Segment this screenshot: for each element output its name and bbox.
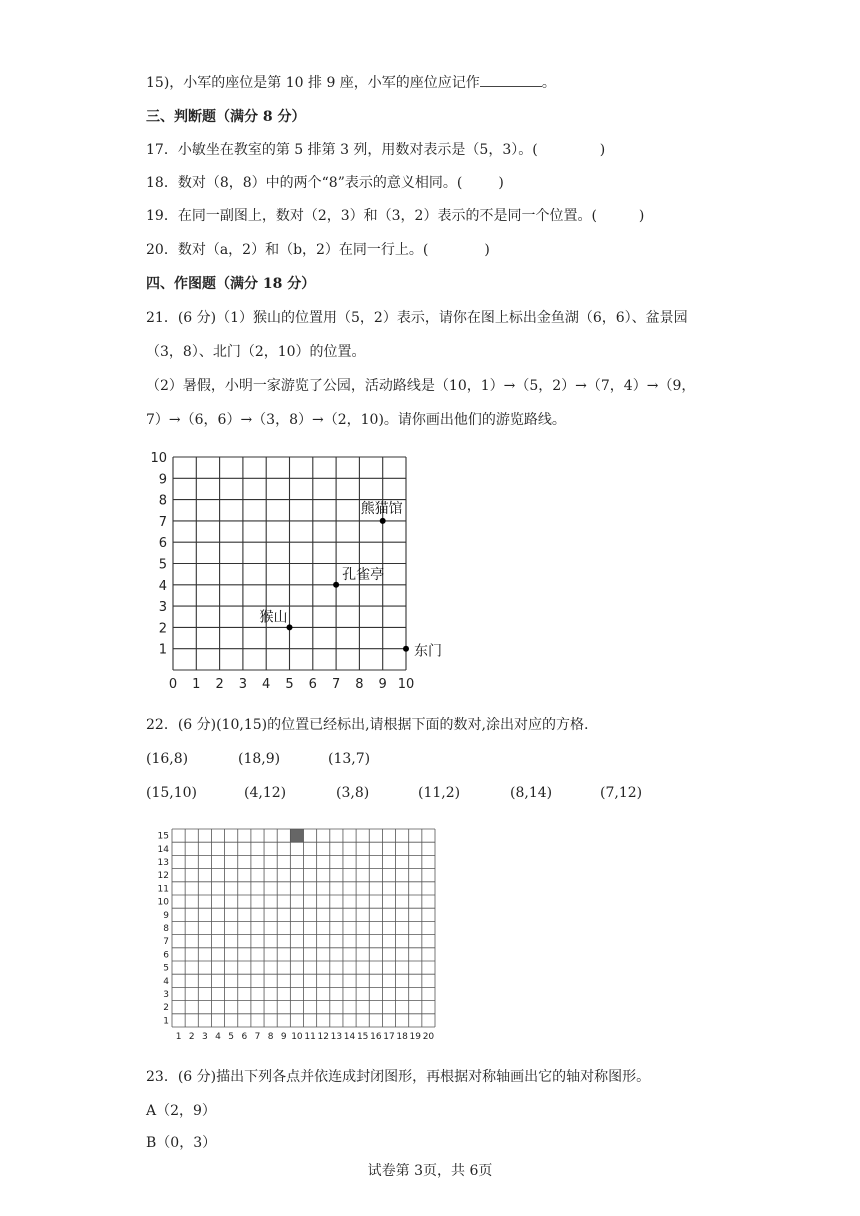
y-tick-label: 6 [163,950,169,961]
y-tick-label: 5 [158,557,167,573]
question-17-text: 17．小敏坐在教室的第 5 排第 3 列，用数对表示是（5，3）。( [146,142,538,158]
x-tick-label: 9 [378,677,387,692]
y-tick-label: 9 [163,910,169,921]
y-tick-label: 7 [163,937,169,948]
x-tick-label: 0 [168,677,178,692]
x-tick-label: 7 [254,1032,261,1042]
y-tick-label: 11 [157,884,169,895]
y-tick-label: 10 [150,451,167,466]
question-19-close: ) [638,208,645,224]
x-tick-label: 15 [356,1032,369,1042]
question-18 [146,173,504,193]
x-tick-label: 8 [267,1032,274,1042]
pair-item: (11,2) [418,785,461,801]
map-point [403,646,409,652]
question-22: 22．(6 分)(10,15)的位置已经标出,请根据下面的数对,涂出对应的方格. [146,717,589,733]
x-tick-label: 17 [383,1032,395,1042]
y-tick-label: 1 [158,642,167,658]
pair-item: (15,10) [146,785,198,801]
x-tick-label: 7 [331,677,341,692]
question-19-text: 19．在同一副图上，数对（2，3）和（3，2）表示的不是同一个位置。( [146,208,597,224]
x-tick-label: 6 [308,677,317,692]
map-point-label: 熊猫馆 [360,500,403,517]
x-tick-label: 4 [215,1032,221,1042]
point-b: B（0，3） [146,1135,217,1151]
pair-item: (7,12) [600,785,643,801]
question-19 [146,206,644,226]
question-21-line-2: （3，8）、北门（2，10）的位置。 [146,344,366,360]
question-18-text: 18．数对（8，8）中的两个“8”表示的意义相同。( [146,175,463,191]
x-tick-label: 18 [396,1032,408,1042]
y-tick-label: 6 [158,536,167,552]
y-tick-label: 2 [163,1003,169,1014]
question-20-text: 20．数对（a，2）和（b，2）在同一行上。( [146,242,429,258]
pair-item: (18,9) [238,751,281,767]
question-18-close: ) [498,175,504,191]
question-17 [146,140,605,160]
x-tick-label: 1 [175,1032,182,1042]
x-tick-label: 5 [228,1032,235,1042]
y-tick-label: 8 [158,493,167,509]
y-tick-label: 1 [163,1016,169,1027]
x-tick-label: 20 [422,1032,435,1042]
x-tick-label: 3 [238,677,248,692]
question-17-close: ) [599,142,606,158]
question-21-line-1: 21．(6 分)（1）猴山的位置用（5，2）表示，请你在图上标出金鱼湖（6，6）、盆景园 [146,310,688,326]
y-tick-label: 3 [158,600,167,616]
question-21-line-4: 7）→（6，6）→（3，8）→（2，10)。请你画出他们的游览路线。 [146,412,566,428]
map-point [380,518,386,524]
y-tick-label: 10 [157,897,169,908]
y-tick-label: 7 [158,514,167,530]
x-tick-label: 11 [304,1032,316,1042]
x-tick-label: 5 [285,677,294,692]
x-tick-label: 8 [355,677,364,692]
map-point [333,582,339,588]
x-tick-label: 6 [241,1032,248,1042]
x-tick-label: 19 [409,1032,422,1042]
y-tick-label: 13 [157,858,169,868]
y-tick-label: 2 [158,621,167,637]
map-point-label: 猴山 [259,609,288,626]
filled-square [290,829,303,842]
x-tick-label: 1 [192,677,201,692]
y-tick-label: 3 [163,990,169,1000]
map-point-label: 孔雀亭 [342,566,385,583]
x-tick-label: 4 [262,677,271,692]
pair-item: (16,8) [146,751,189,767]
page-footer: 试卷第 3页，共 6页 [367,1163,493,1179]
x-tick-label: 12 [317,1032,329,1042]
section-3-title: 三、判断题（满分 8 分） [146,109,306,125]
pair-item: (3,8) [336,785,370,801]
x-tick-label: 10 [397,677,415,692]
x-tick-label: 14 [343,1032,356,1042]
question-15-end: 。 [541,75,556,91]
shading-grid[interactable] [150,822,445,1044]
point-a: A（2，9） [146,1103,216,1119]
y-tick-label: 9 [158,472,167,488]
park-coordinate-grid[interactable] [140,440,450,700]
pair-item: (8,14) [510,785,553,801]
x-tick-label: 3 [202,1032,208,1042]
section-4-title: 四、作图题（满分 18 分） [146,276,316,292]
x-tick-label: 2 [215,677,224,692]
y-tick-label: 15 [157,831,169,842]
pairs-row-2 [146,783,642,803]
y-tick-label: 4 [163,976,169,987]
y-tick-label: 12 [157,871,169,882]
x-tick-label: 2 [188,1032,195,1042]
x-tick-label: 10 [291,1032,303,1042]
x-tick-label: 13 [330,1032,343,1042]
map-point-label: 东门 [414,643,442,660]
question-20-close: ) [484,242,490,258]
y-tick-label: 14 [157,844,169,855]
question-15 [146,72,556,93]
y-tick-label: 4 [158,578,167,594]
question-15-text: 15)，小军的座位是第 10 排 9 座，小军的座位应记作 [146,75,480,91]
answer-blank-15[interactable] [480,72,542,87]
question-21-line-3: （2）暑假，小明一家游览了公园，活动路线是（10，1）→（5，2）→（7，4）→（9， [146,378,696,394]
question-23: 23．(6 分)描出下列各点并依连成封闭图形，再根据对称轴画出它的轴对称图形。 [146,1069,651,1085]
y-tick-label: 8 [163,924,169,934]
question-20 [146,240,490,260]
pair-item: (13,7) [328,751,371,767]
y-tick-label: 5 [163,963,169,974]
x-tick-label: 9 [280,1032,287,1042]
pairs-row-1 [146,749,370,769]
x-tick-label: 16 [370,1032,382,1042]
pair-item: (4,12) [244,785,287,801]
